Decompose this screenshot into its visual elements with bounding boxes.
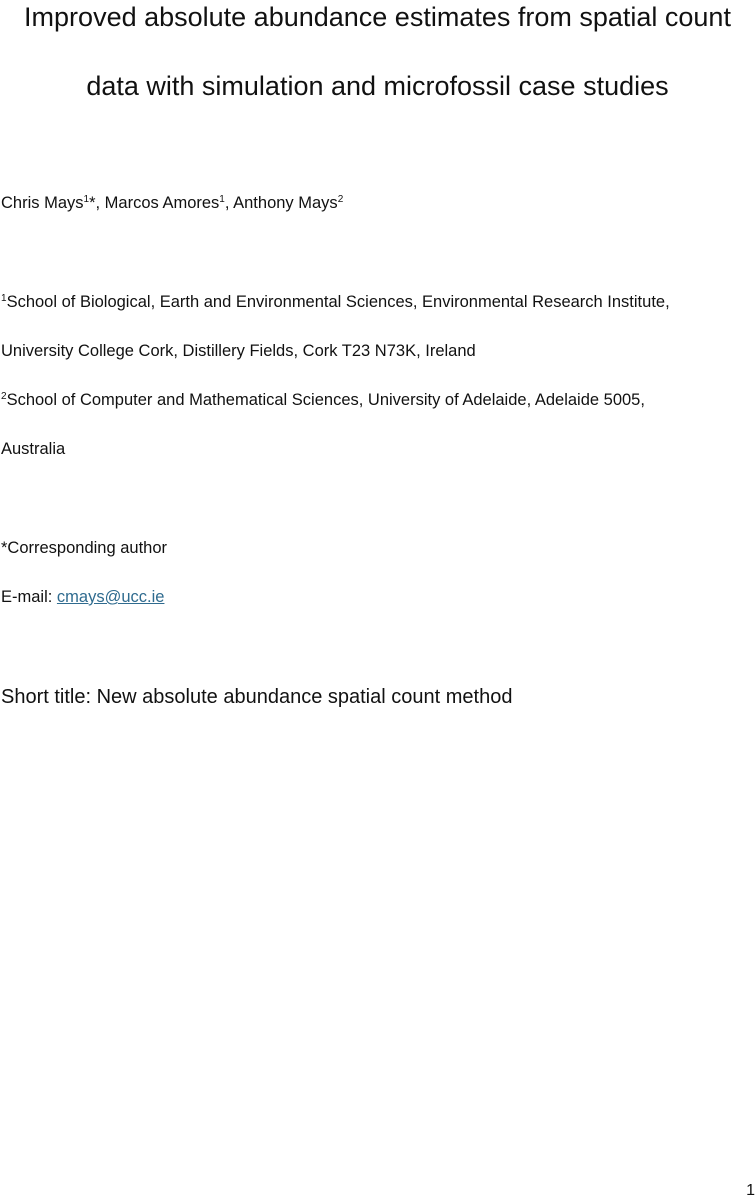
email-label: E-mail: (1, 588, 57, 606)
email-line (1, 586, 164, 608)
affiliation-text: School of Computer and Mathematical Sciences, University of Adelaide, Adelaide 5005, (6, 391, 645, 409)
page-number: 1 (746, 1182, 755, 1199)
affiliation-1 (1, 291, 670, 313)
author-name: Marcos Amores (104, 194, 220, 212)
affiliation-marker: 1 (1, 293, 7, 304)
author-separator: *, (89, 194, 105, 212)
author-name: Chris Mays (1, 194, 84, 212)
author-affiliation-marker: 1 (83, 194, 90, 205)
email-link[interactable]: cmays@ucc.ie (56, 588, 165, 606)
affiliation-text: School of Biological, Earth and Environmental Sciences, Environmental Research Institute, (6, 293, 670, 311)
corresponding-author-note: *Corresponding author (1, 539, 168, 557)
short-title: Short title: New absolute abundance spatial count method (1, 686, 513, 708)
affiliation-2 (1, 389, 645, 411)
paper-title-line-2: data with simulation and microfossil case studies (86, 71, 669, 101)
author-name: Anthony Mays (233, 194, 338, 212)
author-affiliation-marker: 2 (337, 194, 344, 205)
affiliation-2-continued: Australia (1, 440, 66, 458)
author-separator: , (224, 194, 234, 212)
author-list (1, 192, 343, 214)
affiliation-1-continued: University College Cork, Distillery Fields, Cork T23 N73K, Ireland (1, 342, 476, 360)
paper-title-line-1: Improved absolute abundance estimates from spatial count (24, 2, 731, 32)
author-affiliation-marker: 1 (219, 194, 225, 205)
affiliation-marker: 2 (1, 391, 7, 402)
